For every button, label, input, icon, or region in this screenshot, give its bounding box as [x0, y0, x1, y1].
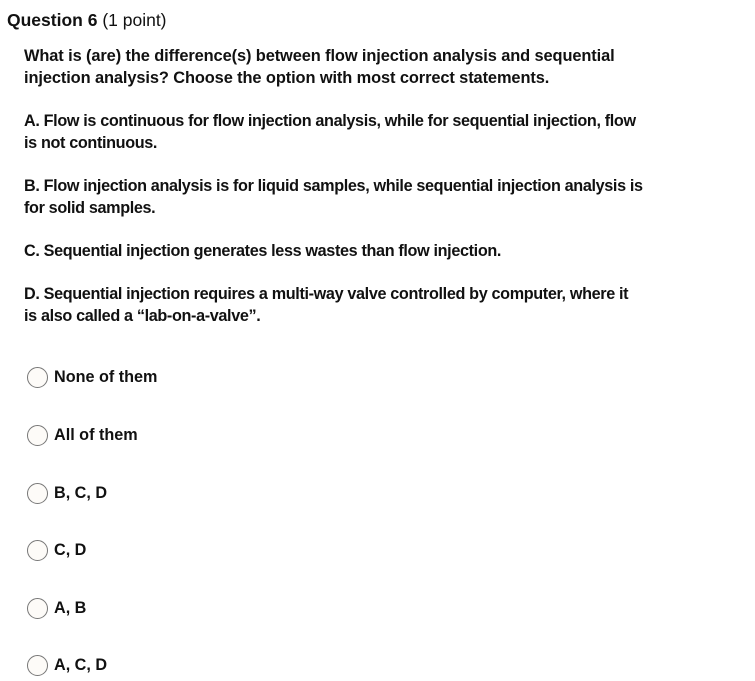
option-label: C, D — [54, 541, 87, 559]
option-label: A, B — [54, 599, 87, 617]
option-none-of-them[interactable] — [27, 364, 157, 390]
prompt-line: What is (are) the difference(s) between flow injection analysis and sequential — [24, 47, 615, 65]
statement-line: is not continuous. — [24, 134, 158, 152]
option-c-d[interactable] — [27, 537, 86, 563]
prompt-line: injection analysis? Choose the option with most correct statements. — [24, 69, 550, 87]
option-label: All of them — [54, 426, 138, 444]
option-label: A, C, D — [54, 656, 108, 674]
statement-d — [24, 283, 746, 327]
option-label: None of them — [54, 368, 158, 386]
option-label: B, C, D — [54, 484, 108, 502]
option-b-c-d[interactable] — [27, 480, 107, 506]
radio-button[interactable] — [27, 540, 48, 561]
radio-button[interactable] — [27, 655, 48, 676]
radio-button[interactable] — [27, 425, 48, 446]
statement-a — [24, 110, 746, 154]
question-points: (1 point) — [102, 10, 167, 30]
question-header — [7, 9, 167, 31]
statement-line: A. Flow is continuous for flow injection analysis, while for sequential injection, flow — [24, 112, 636, 130]
radio-button[interactable] — [27, 367, 48, 388]
statement-line: for solid samples. — [24, 199, 156, 217]
statement-line: B. Flow injection analysis is for liquid samples, while sequential injection analysis is — [24, 177, 643, 195]
radio-button[interactable] — [27, 598, 48, 619]
option-a-b[interactable] — [27, 595, 86, 621]
question-prompt — [24, 45, 744, 89]
radio-button[interactable] — [27, 483, 48, 504]
question-title: Question 6 — [7, 10, 98, 30]
option-all-of-them[interactable] — [27, 422, 138, 448]
option-a-c-d[interactable] — [27, 652, 107, 678]
statement-c — [24, 240, 746, 262]
statement-b — [24, 175, 746, 219]
statement-line: C. Sequential injection generates less wastes than flow injection. — [24, 242, 502, 260]
statement-line: D. Sequential injection requires a multi-way valve controlled by computer, where it — [24, 285, 629, 303]
statement-line: is also called a “lab-on-a-valve”. — [24, 307, 261, 325]
